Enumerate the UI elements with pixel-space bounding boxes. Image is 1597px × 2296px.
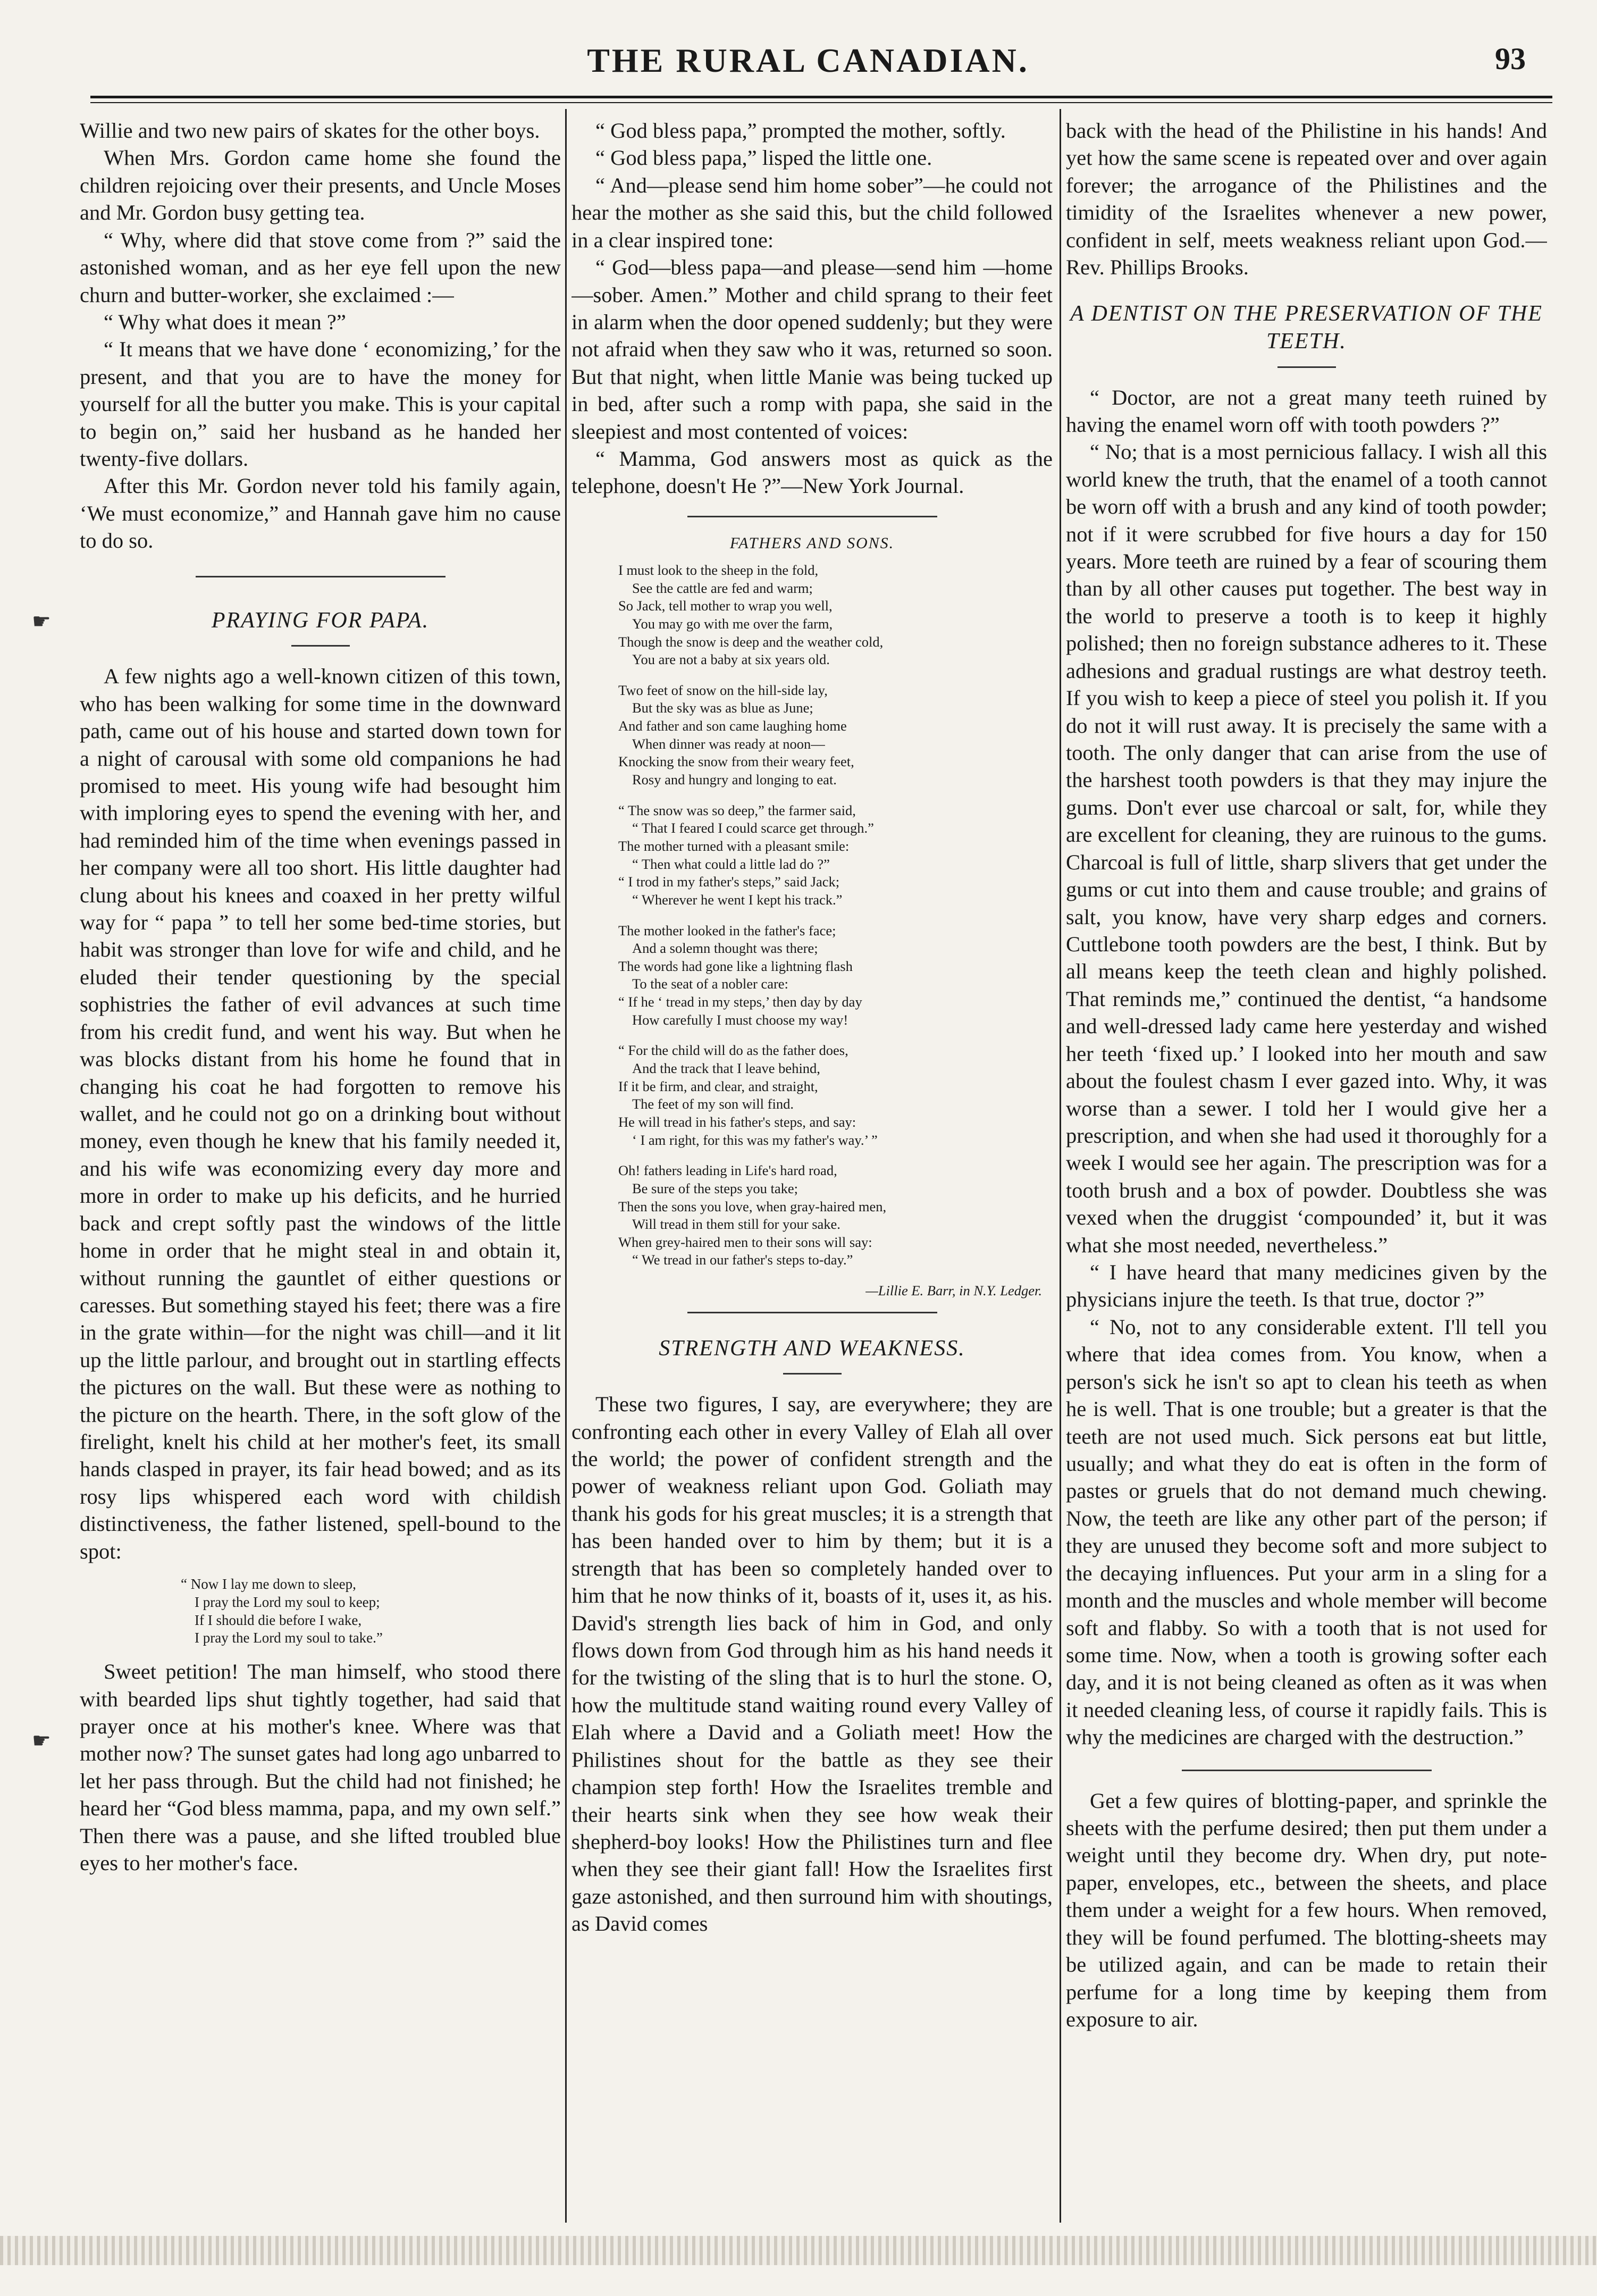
poem-line: Two feet of snow on the hill-side lay,: [618, 682, 828, 698]
verse-line: I pray the Lord my soul to take.”: [195, 1630, 383, 1646]
article-heading: PRAYING FOR PAPA.: [211, 608, 430, 633]
poem-line: When dinner was ready at noon—: [632, 735, 825, 752]
margin-hand-mark: ☛: [32, 609, 51, 633]
poem-line: “ Wherever he went I kept his track.”: [632, 891, 843, 908]
paragraph: back with the head of the Philistine in his hands! And yet how the same scene is repeated over and over again forever; the arrogance of the Philistines and the timidity of the Israelites whenever a new power, confident in self, meets weakness reliant upon God.—Rev. Phillips Brooks.: [1066, 119, 1547, 280]
column-1: [80, 117, 561, 2228]
verse-line: I pray the Lord my soul to keep;: [195, 1594, 380, 1610]
column-divider-1: [565, 109, 567, 2223]
section-rule: [687, 1312, 937, 1313]
paragraph: “ Why what does it mean ?”: [104, 309, 346, 334]
poem-line: The mother looked in the father's face;: [618, 922, 836, 938]
poem-line: Then the sons you love, when gray-haired men,: [618, 1198, 887, 1214]
poem-line: Rosy and hungry and longing to eat.: [632, 772, 837, 788]
poem-line: “ We tread in our father's steps to-day.”: [632, 1252, 853, 1268]
poem-line: The words had gone like a lightning flash: [618, 958, 853, 974]
poem-line: If it be firm, and clear, and straight,: [618, 1078, 818, 1094]
paragraph: When Mrs. Gordon came home she found the children rejoicing over their presents, and Uncle Moses and Mr. Gordon busy getting tea.: [80, 146, 561, 225]
poem-line: I must look to the sheep in the fold,: [618, 562, 819, 578]
paragraph: “ Why, where did that stove come from ?” said the astonished woman, and as her eye fell upon the new churn and butter-worker, she exclaimed :—: [80, 228, 561, 307]
poem-line: The mother turned with a pleasant smile:: [618, 837, 850, 854]
paragraph: Get a few quires of blotting-paper, and sprinkle the sheets with the perfume desired; then put them under a weight until they become dry. When dry, put note-paper, envelopes, etc., between the sheets, and place them under a weight for a few hours. When removed, they will be found perfumed. The blotting-sheets may be utilized again, and can be made to retain their perfume for a long time by keeping them from exposure to air.: [1066, 1788, 1547, 2031]
poem-line: “ Then what could a little lad do ?”: [632, 856, 830, 872]
header-rule-thin: [90, 102, 1552, 103]
poem-line: Oh! fathers leading in Life's hard road,: [618, 1162, 837, 1179]
paragraph: “ And—please send him home sober”—he could not hear the mother as she said this, but the child followed in a clear inspired tone:: [571, 173, 1053, 252]
poem-line: But the sky was as blue as June;: [632, 700, 813, 716]
poem-line: See the cattle are fed and warm;: [632, 580, 813, 596]
poem-line: “ I trod in my father's steps,” said Jack;: [618, 874, 840, 890]
verse-line: “ Now I lay me down to sleep,: [181, 1576, 356, 1593]
poem-line: ‘ I am right, for this was my father's way.’ ”: [632, 1132, 878, 1148]
prayer-verse: [181, 1576, 561, 1647]
heading-rule: [783, 1373, 842, 1375]
paragraph: “ Mamma, God answers most as quick as the telephone, doesn't He ?”—New York Journal.: [571, 447, 1053, 498]
poem-line: And the track that I leave behind,: [632, 1060, 820, 1077]
section-rule: [1182, 1770, 1432, 1771]
newspaper-title: THE RURAL CANADIAN.: [587, 41, 1029, 79]
poem-stanza: [618, 802, 1053, 909]
poem-line: “ For the child will do as the father does,: [618, 1042, 848, 1059]
poem-line: “ If he ‘ tread in my steps,’ then day by day: [618, 994, 862, 1010]
poem-line: So Jack, tell mother to wrap you well,: [618, 598, 833, 614]
column-2: [571, 117, 1053, 2228]
poem-line: How carefully I must choose my way!: [632, 1011, 848, 1028]
poem-line: Be sure of the steps you take;: [632, 1180, 798, 1196]
poem-line: When grey-haired men to their sons will say:: [618, 1234, 872, 1250]
poem-attribution: —Lillie E. Barr, in N.Y. Ledger.: [865, 1283, 1042, 1299]
heading-rule: [291, 645, 350, 647]
poem-line: To the seat of a nobler care:: [632, 976, 788, 992]
paragraph: “ It means that we have done ‘ economizing,’ for the present, and that you are to have the money for yourself for all the butter you make. This is your capital to begin on,” said her husband as he handed her twenty-five dollars.: [80, 337, 561, 471]
margin-hand-mark: ☛: [32, 1729, 51, 1753]
poem-line: “ The snow was so deep,” the farmer said,: [618, 802, 856, 818]
paragraph: “ God—bless papa—and please—send him —home—sober. Amen.” Mother and child sprang to their feet in alarm when the door opened suddenly; but they were not afraid when they saw who it was, returned so soon. But that night, when little Manie was being tucked up in bed, after such a romp with papa, she said in the sleepiest and most contented of voices:: [571, 255, 1053, 443]
paragraph: “ No, not to any considerable extent. I'll tell you where that idea comes from. You know, when a person's sick he isn't so apt to clean his teeth as when he is well. That is one trouble; but a greater is that the teeth are not used much. Sick persons eat but little, usually; and what they do eat is often in the form of pastes or gruels that do not demand much chewing. Now, the teeth are like any other part of the person; if they are unused they become soft and more subject to the decaying influences. Put your arm in a sling for a month and the muscles and whole member will become soft and flabby. So with a tooth that is not used for some time. Now, when a tooth is growing softer each day, and it is not being cleaned as often as it was when it needed cleaning less, of course it rapidly fails. This is why the medicines are charged with the destruction.”: [1066, 1314, 1547, 1749]
bottom-border: [0, 2236, 1597, 2265]
poem-line: You may go with me over the farm,: [632, 615, 833, 632]
section-rule: [196, 576, 446, 577]
poem-line: Though the snow is deep and the weather cold,: [618, 633, 884, 650]
column-divider-2: [1060, 109, 1061, 2223]
article-heading: A DENTIST ON THE PRESERVATION OF THE TEETH.: [1070, 301, 1543, 354]
heading-rule: [1277, 366, 1336, 368]
poem-stanza: [618, 1042, 1053, 1149]
paragraph: Sweet petition! The man himself, who stood there with bearded lips shut tightly together, had said that prayer once at his mother's knee. Where was that mother now? The sunset gates had long ago unbarred to let her pass through. But the child had not finished; he heard her “God bless mamma, papa, and my own self.” Then there was a pause, and she lifted troubled blue eyes to her mother's face.: [80, 1660, 561, 1875]
paragraph: “ No; that is a most pernicious fallacy. I wish all this world knew the truth, that the enamel of a tooth cannot be worn off with a brush and any kind of tooth powder; not if it were scrubbed for five hours a day for 150 years. More teeth are ruined by a fear of scouring them than by all other causes put together. The best way in the world to preserve a tooth is to keep it highly polished; then no foreign substance adheres to it. These adhesions and gradual rustings are what destroy teeth. If you wish to keep a piece of steel you polish it. If you do not it will rust away. It is precisely the same with a tooth. The only danger that can arise from the use of the harshest tooth powders is that they may injure the gums. Don't ever use charcoal or salt, for, while they are excellent for cleaning, they are ruinous to the gums. Charcoal is full of little, sharp slivers that get under the gums or cut into them and cause trouble; and grains of salt, you know, have very sharp edges and corners. Cuttlebone tooth powders are the best, I think. But by all means keep the teeth clean and highly polished. That reminds me,” continued the dentist, “a handsome and well-dressed lady came here yesterday and wished her teeth ‘fixed up.’ I looked into her mouth and saw about the foulest chasm I ever gazed into. Why, it was worse than a sewer. I told her I would give her a prescription, and when she had used it thoroughly for a week I would see her again. The prescription was for a tooth brush and a box of powder. Doubtless she was vexed when the druggist ‘compounded’ it, but it was what she most needed, nevertheless.”: [1066, 440, 1547, 1257]
paragraph: “ God bless papa,” lisped the little one.: [595, 146, 932, 170]
poem-line: You are not a baby at six years old.: [632, 651, 830, 668]
paragraph: Willie and two new pairs of skates for the other boys.: [80, 119, 540, 143]
paragraph: “ God bless papa,” prompted the mother, softly.: [595, 119, 1006, 143]
poem-stanza: [618, 1162, 1053, 1269]
poem: [571, 562, 1053, 1300]
poem-stanza: [618, 922, 1053, 1029]
paragraph: These two figures, I say, are everywhere; they are confronting each other in every Valley of Elah all over the world; the power of confident strength and the power of weakness reliant upon God. Goliath may thank his gods for his great muscles; it is a strength that has been handed over to him by them; but it is a strength that has been so completely handed over to him that he now thinks of it, boasts of it, uses it, as his. David's strength lies back of him in God, and only flows down from God through him as his hand needs it for the twisting of the sling that is to hurl the stone. O, how the multitude stand waiting round every Valley of Elah where a David and a Goliath meet! How the Philistines shout for the battle as they see their champion step forth! How the Israelites tremble and their hearts sink when they see how weak their shepherd-boy looks! How the Philistines turn and flee when they see their giant fall! How the Israelites first gaze astonished, and then surround him with shoutings, as David comes: [571, 1392, 1053, 1936]
poem-line: And a solemn thought was there;: [632, 940, 818, 957]
verse-line: If I should die before I wake,: [195, 1612, 362, 1628]
paragraph: After this Mr. Gordon never told his family again, ‘We must economize,” and Hannah gave him no cause to do so.: [80, 474, 561, 553]
article-heading: STRENGTH AND WEAKNESS.: [659, 1336, 965, 1361]
paragraph: A few nights ago a well-known citizen of this town, who has been walking for some time in the downward path, came out of his house and started down town for a night of carousal with some old companions he had promised to meet. His young wife had besought him with imploring eyes to spend the evening with her, and had reminded him of the time when evenings passed in her company were all too short. His little daughter had clung about his knees and coaxed in her pretty wilful way for “ papa ” to tell her some bed-time stories, but habit was stronger than love for wife and child, and he eluded their tender questioning by the special sophistries the father of evil advances at such time from his credit fund, and went his way. But when he was blocks distant from his home he found that in changing his coat he had forgotten to remove his wallet, and he could not go on a drinking bout without money, even though he knew that his family needed it, and his wife was economizing every day more and more in order to make up his deficits, and he hurried back and crept softly past the windows of the little home in order that he might steal in and obtain it, without running the gauntlet of either questions or caresses. But something stayed his feet; there was a fire in the grate within—for the night was chill—and it lit up the little parlour, and brought out in startling effects the pictures on the wall. But these were as nothing to the picture on the hearth. There, in the soft glow of the firelight, knelt his child at her mother's feet, its small hands clasped in prayer, its fair head bowed; and as its rosy lips whispered each word with childish distinctiveness, the father listened, spell-bound to the spot:: [80, 664, 561, 1563]
header-rule: [90, 96, 1552, 98]
poem-line: Knocking the snow from their weary feet,: [618, 753, 854, 770]
poem-line: “ That I feared I could scarce get through.”: [632, 820, 874, 836]
poem-title: FATHERS AND SONS.: [729, 534, 895, 552]
poem-stanza: [618, 682, 1053, 789]
page-number: 93: [1495, 41, 1526, 76]
poem-stanza: [618, 562, 1053, 669]
poem-line: The feet of my son will find.: [632, 1096, 794, 1112]
column-3: [1066, 117, 1547, 2228]
poem-line: Will tread in them still for your sake.: [632, 1216, 840, 1233]
paragraph: “ Doctor, are not a great many teeth ruined by having the enamel worn off with tooth powders ?”: [1066, 385, 1547, 437]
section-rule: [687, 516, 937, 517]
masthead: [90, 29, 1526, 88]
poem-line: He will tread in his father's steps, and say:: [618, 1113, 856, 1130]
paragraph: “ I have heard that many medicines given by the physicians injure the teeth. Is that true, doctor ?”: [1066, 1260, 1547, 1312]
poem-line: And father and son came laughing home: [618, 718, 847, 734]
